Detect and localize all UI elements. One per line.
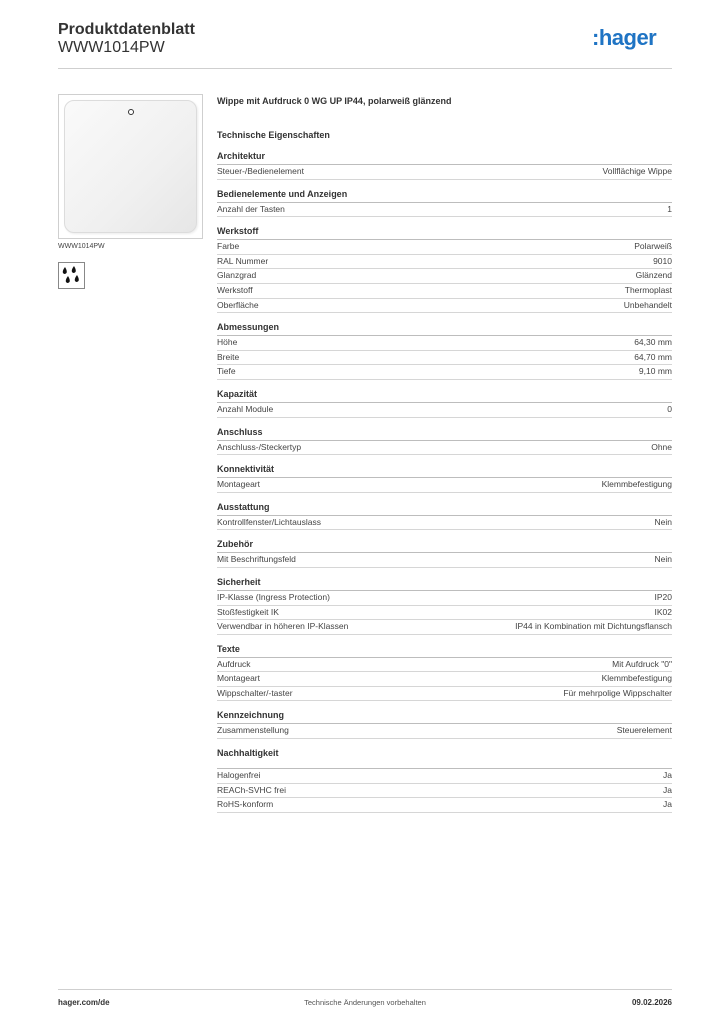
property-row <box>217 403 672 418</box>
property-label: Farbe <box>217 241 240 252</box>
property-section <box>217 643 672 702</box>
property-label: Kontrollfenster/Lichtauslass <box>217 516 321 527</box>
property-value: IP20 <box>654 591 672 602</box>
section-title: Anschluss <box>217 426 672 441</box>
property-value: Nein <box>654 516 672 527</box>
property-value: Für mehrpolige Wippschalter <box>563 687 672 698</box>
property-value: Ja <box>663 799 672 810</box>
property-row <box>217 240 672 255</box>
property-section <box>217 150 672 180</box>
property-row <box>217 478 672 493</box>
footer-date: 09.02.2026 <box>631 998 672 1007</box>
property-label: Steuer-/Bedienelement <box>217 166 304 176</box>
property-value: 64,30 mm <box>634 337 672 348</box>
property-label: REACh-SVHC frei <box>217 784 286 795</box>
property-value: Klemmbefestigung <box>601 673 672 684</box>
property-row <box>217 606 672 621</box>
property-value: Mit Aufdruck "0" <box>612 658 672 669</box>
section-title: Abmessungen <box>217 321 672 336</box>
section-title: Werkstoff <box>217 225 672 240</box>
property-label: Stoßfestigkeit IK <box>217 606 279 617</box>
property-section <box>217 388 672 418</box>
section-title: Texte <box>217 643 672 658</box>
property-label: Werkstoff <box>217 284 253 295</box>
property-label: Montageart <box>217 673 260 684</box>
product-name: Wippe mit Aufdruck 0 WG UP IP44, polarweiß glänzend <box>217 96 452 106</box>
property-value: Polarweiß <box>634 241 672 252</box>
property-section <box>217 188 672 218</box>
property-label: Verwendbar in höheren IP-Klassen <box>217 621 349 632</box>
property-value: Glänzend <box>635 270 672 281</box>
footer-website: hager.com/de <box>58 998 110 1007</box>
property-value: Nein <box>654 554 672 565</box>
hager-logo <box>592 25 672 51</box>
page-footer <box>58 989 672 1011</box>
property-row <box>217 269 672 284</box>
property-section <box>217 463 672 493</box>
property-value: 9,10 mm <box>638 366 672 377</box>
property-row <box>217 591 672 606</box>
water-drops-icon <box>58 262 85 289</box>
property-label: IP-Klasse (Ingress Protection) <box>217 591 330 602</box>
property-label: Glanzgrad <box>217 270 257 281</box>
property-value: IK02 <box>654 606 672 617</box>
property-section <box>217 709 672 739</box>
property-value: Ohne <box>651 441 672 452</box>
property-label: Oberfläche <box>217 299 259 310</box>
property-row <box>217 441 672 456</box>
property-label: Tiefe <box>217 366 236 377</box>
image-caption: WWW1014PW <box>58 243 105 250</box>
property-row <box>217 672 672 687</box>
property-row <box>217 620 672 635</box>
property-value: Thermoplast <box>624 284 672 295</box>
property-label: Anzahl der Tasten <box>217 203 285 214</box>
property-row <box>217 553 672 568</box>
property-value: 64,70 mm <box>634 351 672 362</box>
logo-text: :hager <box>592 25 657 50</box>
rocker-switch-picture <box>64 100 197 233</box>
section-title: Kapazität <box>217 388 672 403</box>
printed-zero-mark <box>128 109 134 115</box>
property-value: 9010 <box>653 255 672 266</box>
property-row <box>217 299 672 314</box>
section-title: Ausstattung <box>217 501 672 516</box>
property-value: Steuerelement <box>616 725 672 736</box>
product-image <box>58 94 203 239</box>
property-row <box>217 658 672 673</box>
property-section <box>217 747 672 813</box>
property-label: Höhe <box>217 337 238 348</box>
technical-properties-heading: Technische Eigenschaften <box>217 130 330 140</box>
property-row <box>217 365 672 380</box>
property-section <box>217 501 672 531</box>
property-row <box>217 336 672 351</box>
property-label: Aufdruck <box>217 658 251 669</box>
property-section <box>217 225 672 313</box>
property-row <box>217 798 672 813</box>
section-title: Kennzeichnung <box>217 709 672 724</box>
property-label: Anzahl Module <box>217 403 274 414</box>
property-section <box>217 426 672 456</box>
property-row <box>217 724 672 739</box>
section-title: Architektur <box>217 150 672 165</box>
property-value: Unbehandelt <box>623 299 672 310</box>
property-row <box>217 687 672 702</box>
property-section <box>217 576 672 635</box>
property-value: 1 <box>667 203 672 214</box>
property-row <box>217 351 672 366</box>
property-label: Halogenfrei <box>217 770 261 781</box>
property-value: Ja <box>663 784 672 795</box>
property-label: Breite <box>217 351 240 362</box>
footer-notice: Technische Änderungen vorbehalten <box>304 998 426 1007</box>
property-section <box>217 538 672 568</box>
property-label: Mit Beschriftungsfeld <box>217 554 296 565</box>
property-row <box>217 784 672 799</box>
property-label: Wippschalter/-taster <box>217 687 293 698</box>
property-value: IP44 in Kombination mit Dichtungsflansch <box>515 621 672 632</box>
property-row <box>217 516 672 531</box>
property-row <box>217 165 672 180</box>
section-title: Nachhaltigkeit <box>217 747 672 769</box>
document-title: Produktdatenblatt <box>58 21 195 38</box>
page-header <box>58 21 672 69</box>
product-content <box>217 94 672 813</box>
section-title: Sicherheit <box>217 576 672 591</box>
properties-sections <box>217 150 672 813</box>
section-title: Zubehör <box>217 538 672 553</box>
property-row <box>217 284 672 299</box>
property-label: Anschluss-/Steckertyp <box>217 441 302 452</box>
property-row <box>217 769 672 784</box>
product-code: WWW1014PW <box>58 39 165 56</box>
property-label: Montageart <box>217 479 260 490</box>
section-title: Konnektivität <box>217 463 672 478</box>
property-row <box>217 203 672 218</box>
property-value: Ja <box>663 770 672 781</box>
property-row <box>217 255 672 270</box>
property-label: Zusammenstellung <box>217 725 289 736</box>
property-value: 0 <box>667 403 672 414</box>
property-label: RAL Nummer <box>217 255 269 266</box>
section-title: Bedienelemente und Anzeigen <box>217 188 672 203</box>
property-label: RoHS-konform <box>217 799 274 810</box>
property-section <box>217 321 672 380</box>
property-value: Klemmbefestigung <box>601 479 672 490</box>
property-value: Vollflächige Wippe <box>602 166 672 176</box>
